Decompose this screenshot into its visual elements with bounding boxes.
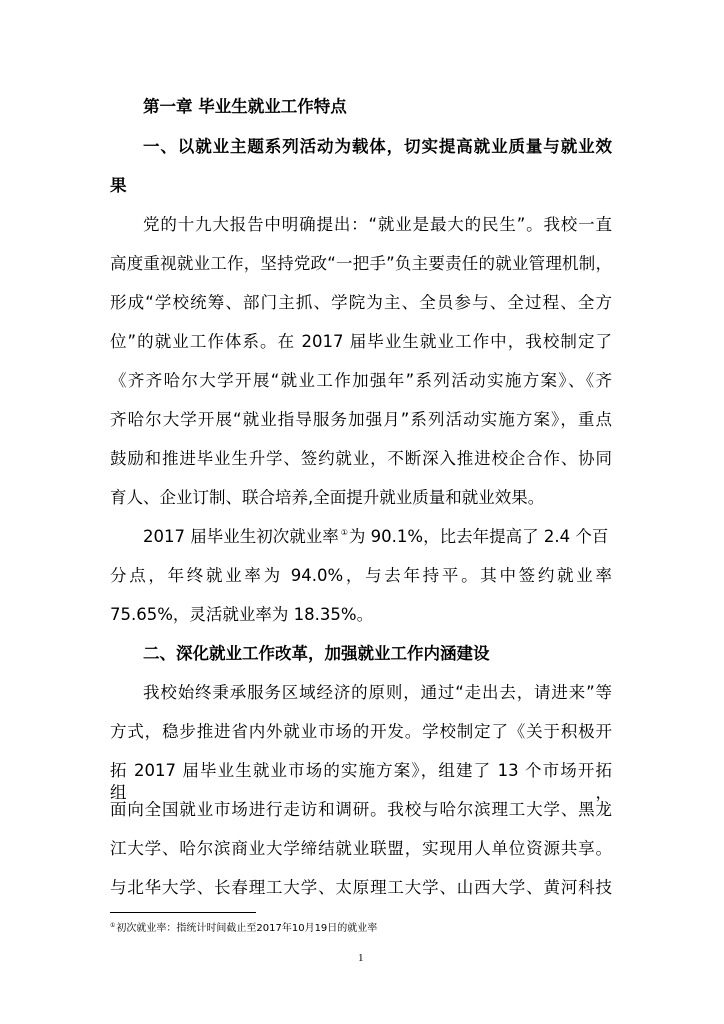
section1-heading-cont: 果 <box>110 176 127 195</box>
section2-heading: 二、深化就业工作改革，加强就业工作内涵建设 <box>143 644 490 663</box>
section2-para-line: 方式，稳步推进省内外就业市场的开发。学校制定了《关于积极开 <box>110 722 612 741</box>
section2-para-line: 江大学、哈尔滨商业大学缔结就业联盟，实现用人单位资源共享。 <box>110 839 612 858</box>
section2-para-line: 面向全国就业市场进行走访和调研。我校与哈尔滨理工大学、黑龙 <box>110 800 612 819</box>
para1-line: 高度重视就业工作，坚持党政“一把手”负主要责任的就业管理机制， <box>110 254 612 273</box>
para1-line: 齐哈尔大学开展“就业指导服务加强月”系列活动实施方案》，重点 <box>110 410 612 429</box>
section2-para-line: 我校始终秉承服务区域经济的原则，通过“走出去，请进来”等 <box>143 683 612 702</box>
para2-text-before: 2017 届毕业生初次就业率 <box>143 527 339 546</box>
para1-line: 形成“学校统筹、部门主抓、学院为主、全员参与、全过程、全方 <box>110 293 612 312</box>
para2-line1 <box>143 526 612 551</box>
footnote-text: 初次就业率：指统计时间截止至2017年10月19日的就业率 <box>116 923 378 934</box>
footnote <box>110 922 377 936</box>
para2-text-after: 为 90.1%，比去年提高了 2.4 个百 <box>348 527 609 546</box>
footnote-mark: ① <box>110 922 116 929</box>
footnote-reference[interactable]: ① <box>340 528 348 537</box>
para1-line: 位”的就业工作体系。在 2017 届毕业生就业工作中，我校制定了 <box>110 332 612 351</box>
footnote-separator <box>110 912 256 913</box>
section2-para-line: 与北华大学、长春理工大学、太原理工大学、山西大学、黄河科技 <box>110 878 612 897</box>
para2-line3: 75.65%，灵活就业率为 18.35%。 <box>110 605 374 624</box>
para1-line: 鼓励和推进毕业生升学、签约就业，不断深入推进校企合作、协同 <box>110 449 612 468</box>
para2-line2: 分点，年终就业率为 94.0%，与去年持平。其中签约就业率 <box>110 566 612 585</box>
section2-para-line: 拓 2017 届毕业生就业市场的实施方案》，组建了 13 个市场开拓组， <box>110 761 612 802</box>
para1-line: 《齐齐哈尔大学开展“就业工作加强年”系列活动实施方案》、《齐 <box>110 371 612 390</box>
page-number: 1 <box>358 952 364 964</box>
para1-line: 育人、企业订制、联合培养,全面提升就业质量和就业效果。 <box>110 488 545 507</box>
chapter-title: 第一章 毕业生就业工作特点 <box>143 97 347 116</box>
para1-line: 党的十九大报告中明确提出：“就业是最大的民生”。我校一直 <box>143 215 612 234</box>
section1-heading: 一、以就业主题系列活动为载体，切实提高就业质量与就业效 <box>143 137 612 156</box>
